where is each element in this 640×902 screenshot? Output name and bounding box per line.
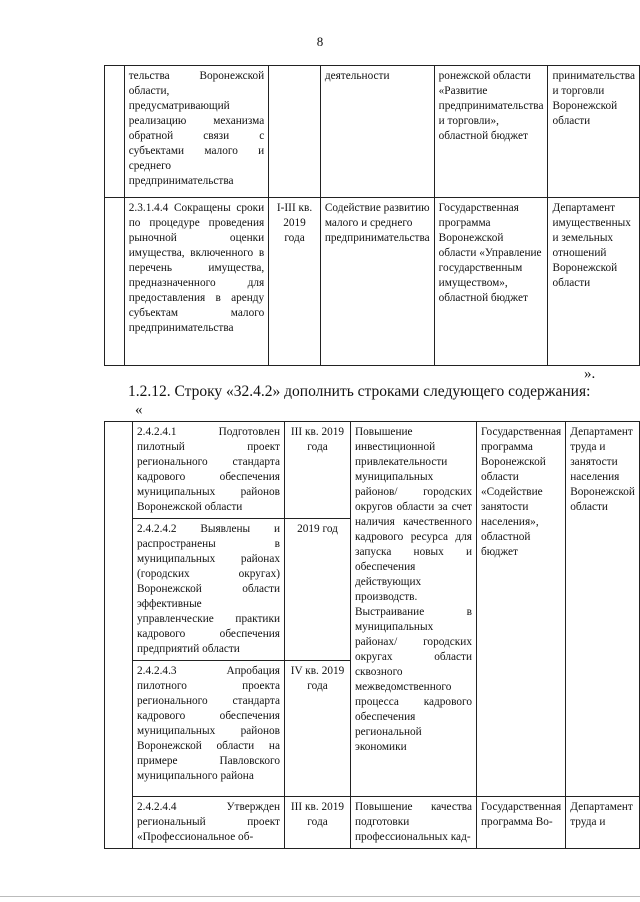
goal-cell: деятельности (320, 66, 434, 198)
period-cell: 2019 год (285, 519, 351, 661)
executor-cell: Департамент труда и (566, 797, 640, 849)
opening-quote: « (135, 402, 143, 418)
table-row (105, 422, 640, 519)
task-cell: 2.4.2.4.2 Выявлены и распространены в муниципальных районах (городских округах) Воронежской области эффективные управленческие практики кадрового обеспечения предприятий области (133, 519, 285, 661)
period-cell: III кв. 2019 года (285, 422, 351, 519)
program-cell: Государственная программа Воронежской области «Управление государственным имуществом», областной бюджет (434, 198, 548, 366)
goal-cell: Повышение качества подготовки профессиональных кад- (351, 797, 477, 849)
period-cell: I-III кв. 2019 года (269, 198, 321, 366)
task-cell: тельства Воронежской области, предусматривающий реализацию механизма обратной связи с субъектами малого и среднего предпринимательства (124, 66, 268, 198)
program-cell: Государственная программа Во- (477, 797, 566, 849)
page-bottom-rule (0, 896, 640, 897)
goal-cell: Повышение инвестиционной привлекательности муниципальных районов/ городских округов области за счет наличия качественного кадрового ресурса для запуска новых и обеспечения действующих производств. Выстраивание в муниципальных районах/ городских округах области сквозного межведомственного процесса кадрового обеспечения региональной экономики (351, 422, 477, 797)
table-row (105, 797, 640, 849)
task-cell: 2.3.1.4.4 Сокращены сроки по процедуре проведения рыночной оценки имущества, включенного в перечень имущества, предназначенного для предоставления в аренду субъектам малого предпринимательства (124, 198, 268, 366)
program-cell: Государственная программа Воронежской области «Содействие занятости населения», областной бюджет (477, 422, 566, 797)
empty-cell (105, 198, 125, 366)
table-row (105, 66, 640, 198)
inserted-table (104, 421, 640, 849)
executor-cell: Департамент труда и занятости населения Воронежской области (566, 422, 640, 797)
page-number: 8 (316, 34, 324, 49)
task-cell: 2.4.2.4.4 Утвержден региональный проект «Профессиональное об- (133, 797, 285, 849)
goal-cell: Содействие развитию малого и среднего предпринимательства (320, 198, 434, 366)
amendment-paragraph: 1.2.12. Строку «32.4.2» дополнить строками следующего содержания: (128, 383, 591, 400)
task-cell: 2.4.2.4.3 Апробация пилотного проекта регионального стандарта кадрового обеспечения муниципальных районов Воронежской области на примере Павловского муниципального района (133, 661, 285, 797)
executor-cell: принимательства и торговли Воронежской области (548, 66, 640, 198)
task-cell: 2.4.2.4.1 Подготовлен пилотный проект регионального стандарта кадрового обеспечения муниципальных районов Воронежской области (133, 422, 285, 519)
empty-cell (105, 422, 133, 849)
continued-table (104, 65, 640, 366)
program-cell: ронежской области «Развитие предпринимательства и торговли», областной бюджет (434, 66, 548, 198)
table-row (105, 198, 640, 366)
period-cell (269, 66, 321, 198)
empty-cell (105, 66, 125, 198)
closing-quote: ». (584, 366, 596, 382)
period-cell: IV кв. 2019 года (285, 661, 351, 797)
period-cell: III кв. 2019 года (285, 797, 351, 849)
executor-cell: Департамент имущественных и земельных отношений Воронежской области (548, 198, 640, 366)
